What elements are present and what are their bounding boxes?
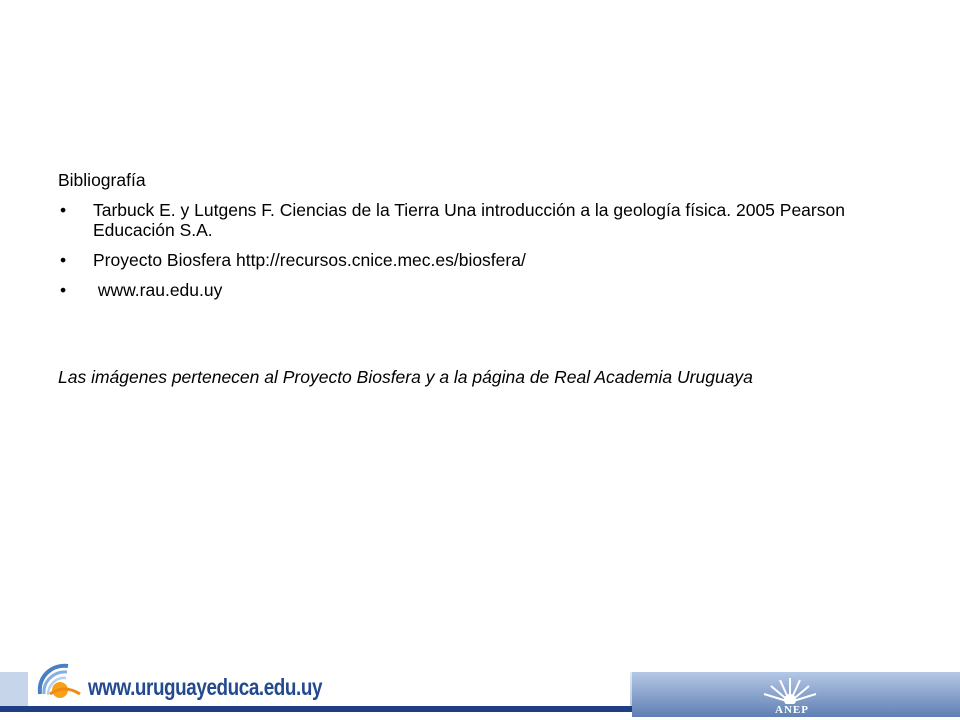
anep-sun-logo-icon [758,674,822,704]
footer-edge [0,672,28,706]
anep-label: ANEP [775,704,809,716]
list-item [58,280,918,300]
bibliography-heading: Bibliografía [58,170,146,190]
bibliography-section [58,170,918,310]
bullet-icon: • [60,280,67,300]
list-item [58,200,918,240]
image-credits-note: Las imágenes pertenecen al Proyecto Biosfera y a la página de Real Academia Uruguaya [58,367,753,387]
uruguayeduca-logo-icon [34,654,86,704]
reference-text: www.rau.edu.uy [93,280,223,300]
bibliography-list [58,200,918,300]
list-item [58,250,918,270]
reference-text: Tarbuck E. y Lutgens F. Ciencias de la Tierra Una introducción a la geología física. 2005 Pearson Educación S.A. [93,200,845,240]
bullet-icon: • [60,200,67,220]
reference-text: Proyecto Biosfera http://recursos.cnice.mec.es/biosfera/ [93,250,526,270]
bullet-icon: • [60,250,67,270]
footer-bottom-bar [0,706,632,712]
footer-banner [0,650,960,720]
site-url: www.uruguayeduca.edu.uy [88,674,323,700]
